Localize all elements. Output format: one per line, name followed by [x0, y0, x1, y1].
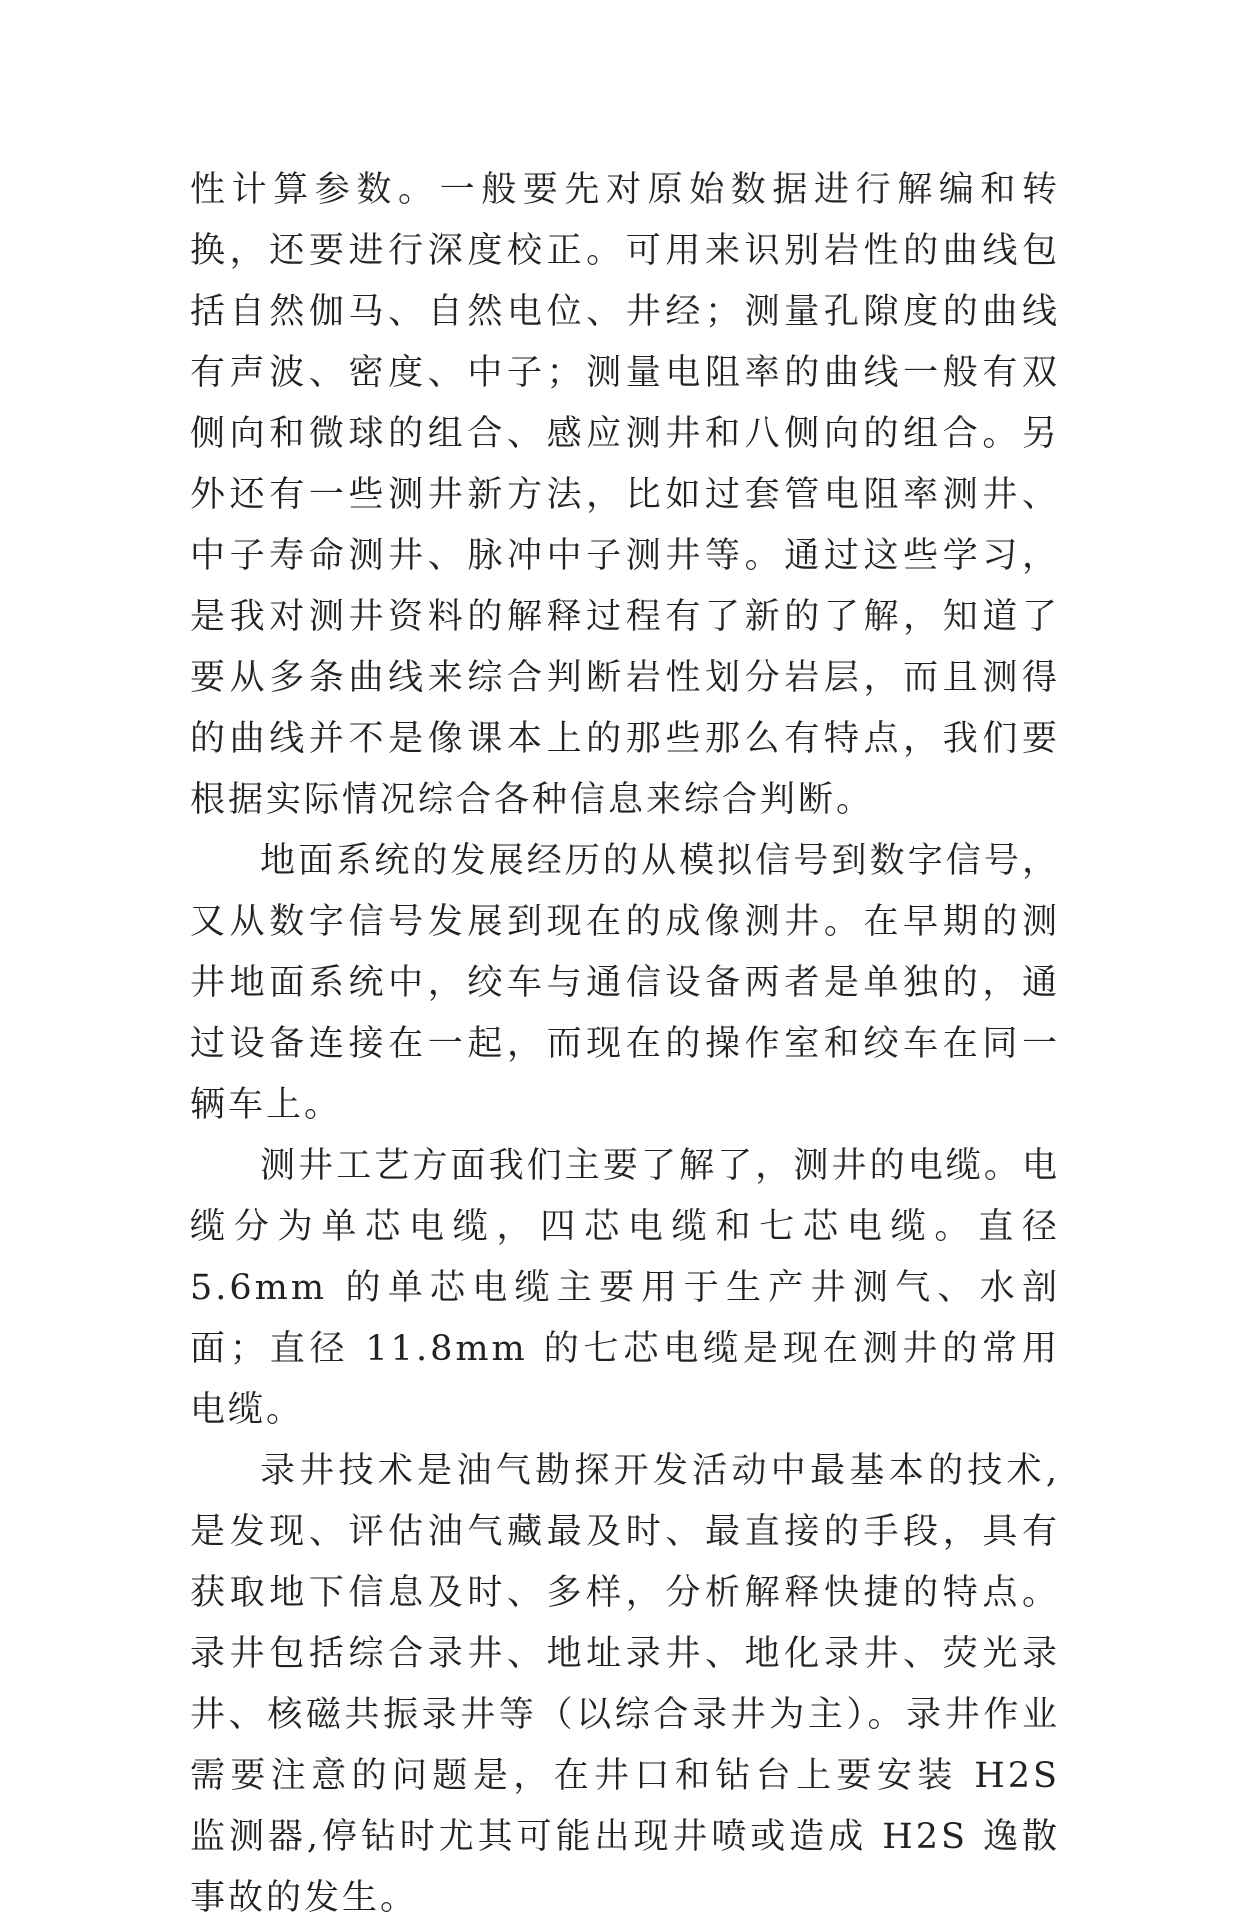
- paragraph-mud-logging: 录井技术是油气勘探开发活动中最基本的技术,是发现、评估油气藏最及时、最直接的手段，具有获取地下信息及时、多样，分析解释快捷的特点。录井包括综合录井、地址录井、地化录井、荧光录井、核磁共振录井等（以综合录井为主）。录井作业需要注意的问题是，在井口和钻台上要安装 H2S 监测器,停钻时尤其可能出现井喷或造成 H2S 逸散事故的发生。: [190, 1451, 1060, 1918]
- body-text: [190, 160, 1060, 1929]
- paragraph-logging-cable: 测井工艺方面我们主要了解了，测井的电缆。电缆分为单芯电缆，四芯电缆和七芯电缆。直径 5.6mm 的单芯电缆主要用于生产井测气、水剖面；直径 11.8mm 的七芯电缆是现在测井的常用电缆。: [190, 1146, 1060, 1430]
- paragraph-continuation: 性计算参数。一般要先对原始数据进行解编和转换，还要进行深度校正。可用来识别岩性的曲线包括自然伽马、自然电位、井经；测量孔隙度的曲线有声波、密度、中子；测量电阻率的曲线一般有双侧向和微球的组合、感应测井和八侧向的组合。另外还有一些测井新方法，比如过套管电阻率测井、中子寿命测井、脉冲中子测井等。通过这些学习，是我对测井资料的解释过程有了新的了解，知道了要从多条曲线来综合判断岩性划分岩层，而且测得的曲线并不是像课本上的那些那么有特点，我们要根据实际情况综合各种信息来综合判断。: [190, 170, 1060, 820]
- paragraph-surface-system: 地面系统的发展经历的从模拟信号到数字信号，又从数字信号发展到现在的成像测井。在早期的测井地面系统中，绞车与通信设备两者是单独的，通过设备连接在一起，而现在的操作室和绞车在同一辆车上。: [190, 841, 1060, 1125]
